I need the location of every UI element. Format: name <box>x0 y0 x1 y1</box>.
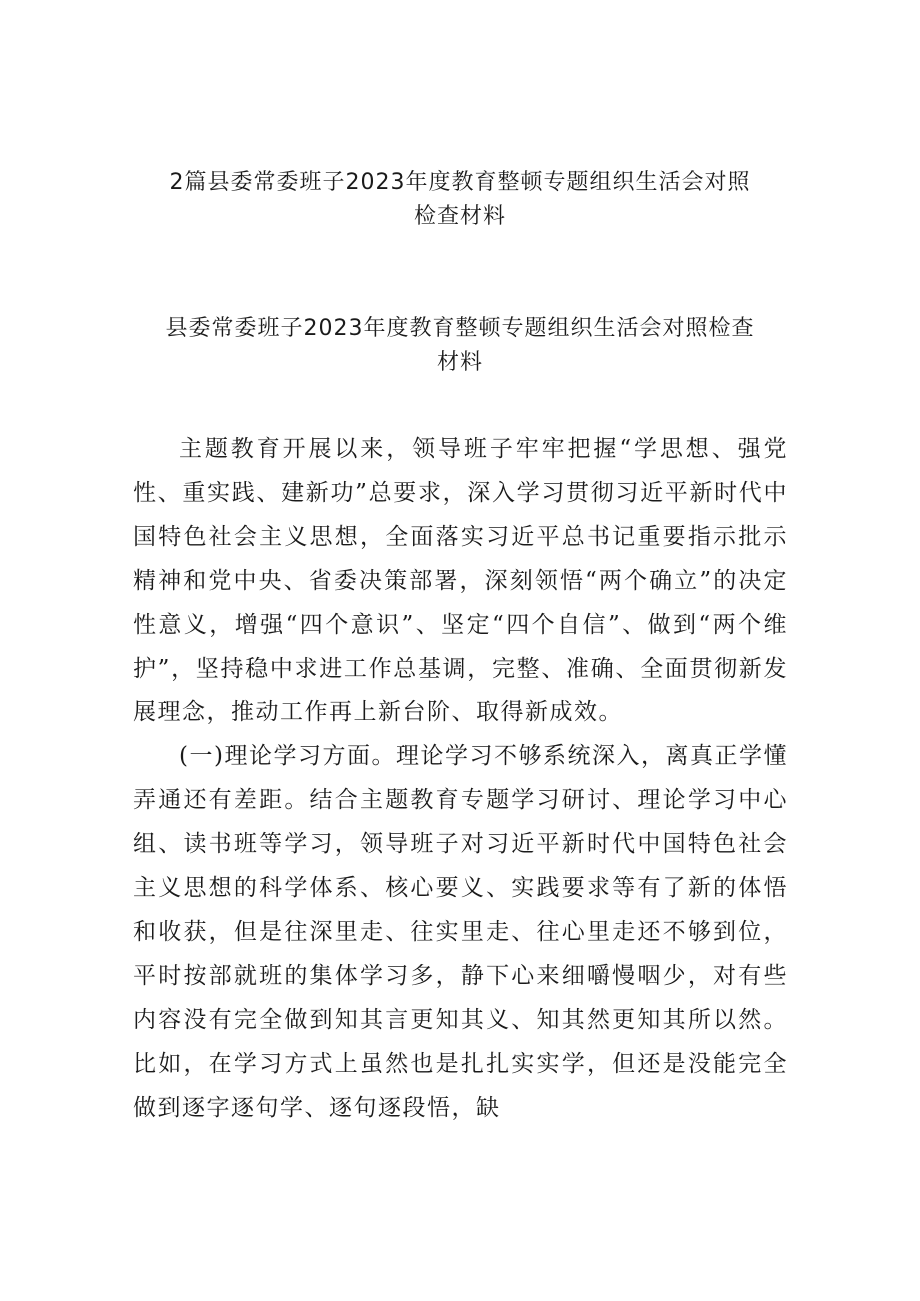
body-paragraph-theory-study: (一)理论学习方面。理论学习不够系统深入，离真正学懂弄通还有差距。结合主题教育专题学习研讨、理论学习中心组、读书班等学习，领导班子对习近平新时代中国特色社会主义思想的科学体系、核心要义、实践要求等有了新的体悟和收获，但是往深里走、往实里走、往心里走还不够到位，平时按部就班的集体学习多，静下心来细嚼慢咽少，对有些内容没有完全做到知其言更知其义、知其然更知其所以然。比如，在学习方式上虽然也是扎扎实实学，但还是没能完全做到逐字逐句学、逐句逐段悟，缺 <box>133 743 788 1121</box>
document-title <box>130 166 790 234</box>
document-subtitle-line-1: 县委常委班子2023年度教育整顿专题组织生活会对照检查 <box>165 316 755 341</box>
body-paragraph-intro: 主题教育开展以来，领导班子牢牢把握“学思想、强党性、重实践、建新功”总要求，深入学习贯彻习近平新时代中国特色社会主义思想，全面落实习近平总书记重要指示批示精神和党中央、省委决策部署，深刻领悟“两个确立”的决定性意义，增强“四个意识”、坚定“四个自信”、做到“两个维护”，坚持稳中求进工作总基调，完整、准确、全面贯彻新发展理念，推动工作再上新台阶、取得新成效。 <box>133 436 788 726</box>
document-subtitle <box>130 312 790 380</box>
document-title-line-2: 检查材料 <box>413 204 506 229</box>
document-subtitle-line-2: 材料 <box>436 350 483 375</box>
document-body <box>133 428 788 1131</box>
document-title-line-1: 2篇县委常委班子2023年度教育整顿专题组织生活会对照 <box>169 170 751 195</box>
